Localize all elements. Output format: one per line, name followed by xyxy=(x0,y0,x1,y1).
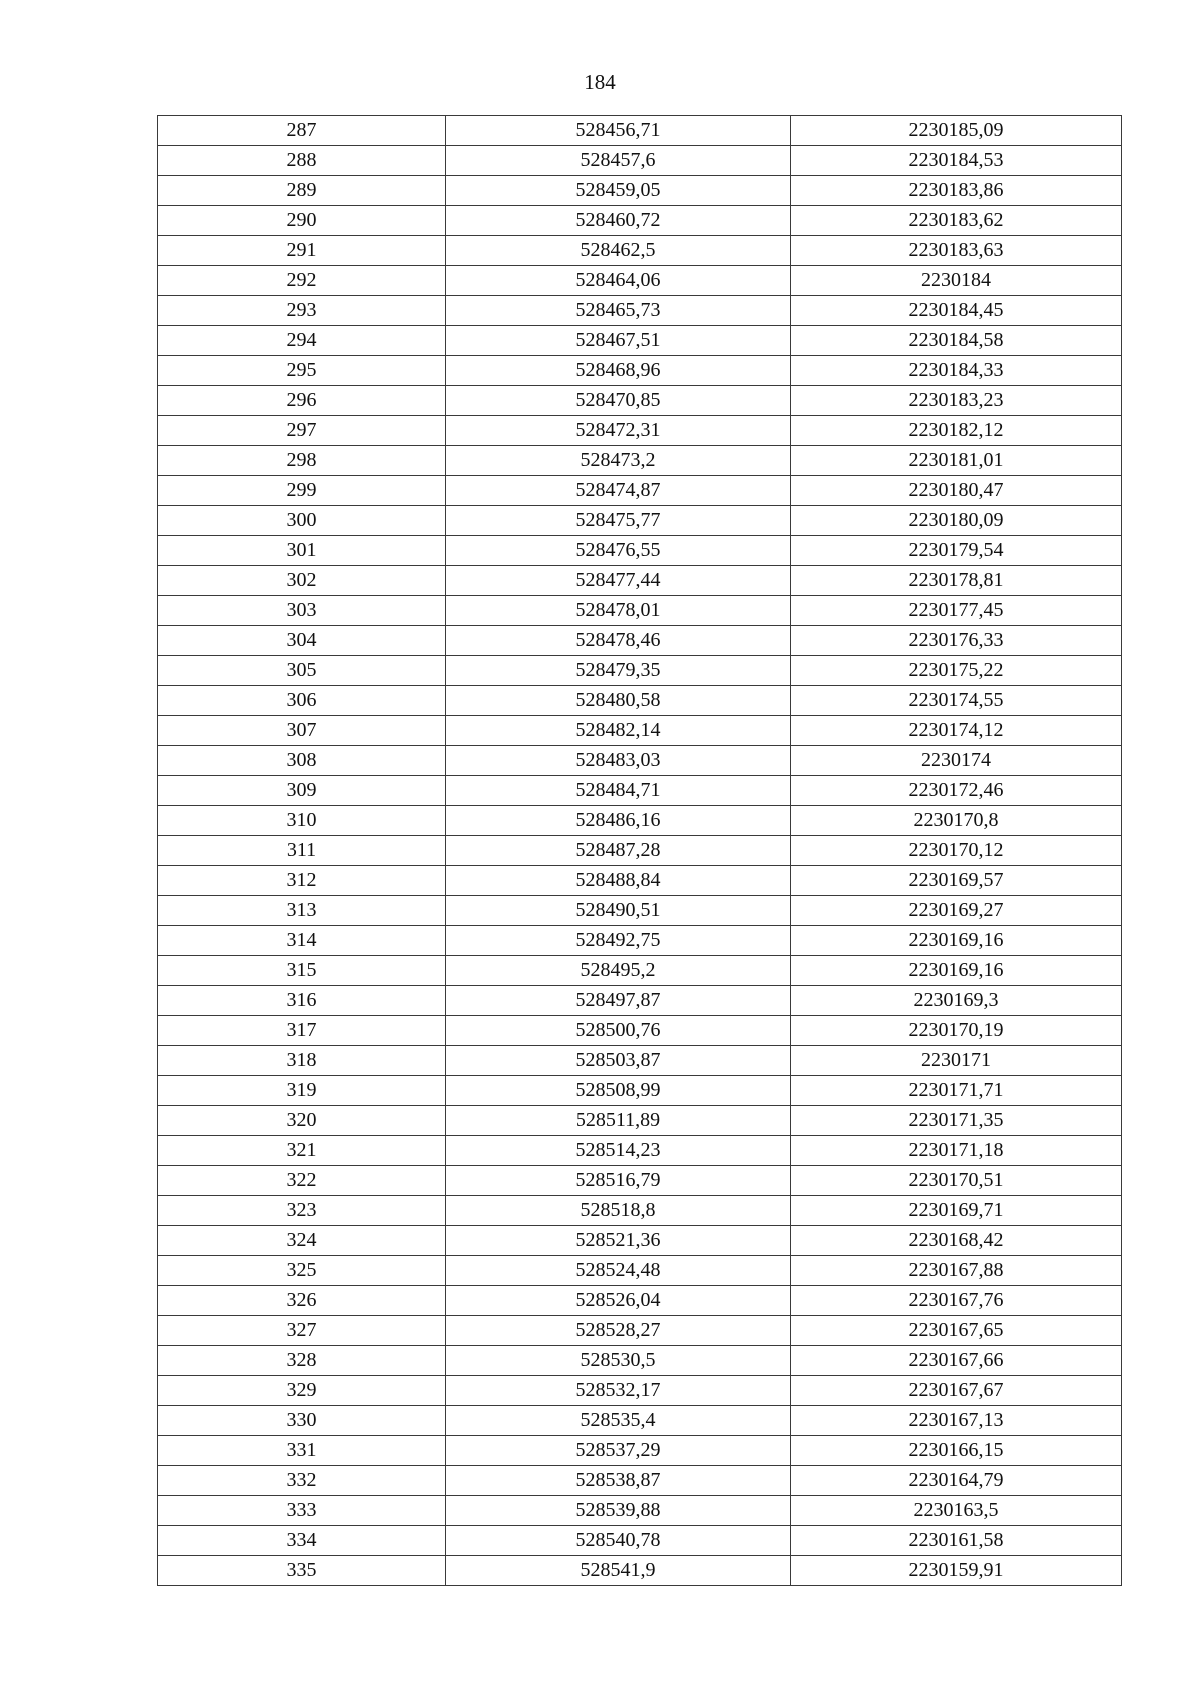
y-coordinate-cell: 2230180,47 xyxy=(791,476,1122,506)
y-coordinate-cell: 2230170,51 xyxy=(791,1166,1122,1196)
y-coordinate-cell: 2230171 xyxy=(791,1046,1122,1076)
y-coordinate-cell: 2230170,8 xyxy=(791,806,1122,836)
table-row xyxy=(158,536,1122,566)
point-number-cell: 296 xyxy=(158,386,446,416)
y-coordinate-cell: 2230184,33 xyxy=(791,356,1122,386)
x-coordinate-cell: 528464,06 xyxy=(446,266,791,296)
table-row xyxy=(158,116,1122,146)
x-coordinate-cell: 528541,9 xyxy=(446,1556,791,1586)
y-coordinate-cell: 2230184,58 xyxy=(791,326,1122,356)
point-number-cell: 294 xyxy=(158,326,446,356)
point-number-cell: 299 xyxy=(158,476,446,506)
point-number-cell: 335 xyxy=(158,1556,446,1586)
table-row xyxy=(158,206,1122,236)
x-coordinate-cell: 528462,5 xyxy=(446,236,791,266)
table-row xyxy=(158,356,1122,386)
y-coordinate-cell: 2230166,15 xyxy=(791,1436,1122,1466)
point-number-cell: 301 xyxy=(158,536,446,566)
coordinates-table-body xyxy=(158,116,1122,1586)
y-coordinate-cell: 2230174,12 xyxy=(791,716,1122,746)
y-coordinate-cell: 2230169,3 xyxy=(791,986,1122,1016)
point-number-cell: 288 xyxy=(158,146,446,176)
y-coordinate-cell: 2230161,58 xyxy=(791,1526,1122,1556)
x-coordinate-cell: 528465,73 xyxy=(446,296,791,326)
table-row xyxy=(158,866,1122,896)
table-row xyxy=(158,1526,1122,1556)
table-row xyxy=(158,746,1122,776)
table-row xyxy=(158,386,1122,416)
y-coordinate-cell: 2230167,76 xyxy=(791,1286,1122,1316)
table-row xyxy=(158,1046,1122,1076)
table-row xyxy=(158,986,1122,1016)
y-coordinate-cell: 2230167,65 xyxy=(791,1316,1122,1346)
point-number-cell: 295 xyxy=(158,356,446,386)
y-coordinate-cell: 2230169,16 xyxy=(791,926,1122,956)
point-number-cell: 291 xyxy=(158,236,446,266)
point-number-cell: 314 xyxy=(158,926,446,956)
table-row xyxy=(158,926,1122,956)
point-number-cell: 333 xyxy=(158,1496,446,1526)
table-row xyxy=(158,1346,1122,1376)
table-row xyxy=(158,1106,1122,1136)
point-number-cell: 302 xyxy=(158,566,446,596)
x-coordinate-cell: 528497,87 xyxy=(446,986,791,1016)
point-number-cell: 316 xyxy=(158,986,446,1016)
x-coordinate-cell: 528474,87 xyxy=(446,476,791,506)
y-coordinate-cell: 2230177,45 xyxy=(791,596,1122,626)
y-coordinate-cell: 2230171,35 xyxy=(791,1106,1122,1136)
x-coordinate-cell: 528477,44 xyxy=(446,566,791,596)
table-row xyxy=(158,1406,1122,1436)
x-coordinate-cell: 528472,31 xyxy=(446,416,791,446)
y-coordinate-cell: 2230168,42 xyxy=(791,1226,1122,1256)
table-row xyxy=(158,1166,1122,1196)
y-coordinate-cell: 2230183,62 xyxy=(791,206,1122,236)
point-number-cell: 292 xyxy=(158,266,446,296)
point-number-cell: 325 xyxy=(158,1256,446,1286)
point-number-cell: 328 xyxy=(158,1346,446,1376)
x-coordinate-cell: 528480,58 xyxy=(446,686,791,716)
point-number-cell: 287 xyxy=(158,116,446,146)
x-coordinate-cell: 528486,16 xyxy=(446,806,791,836)
table-row xyxy=(158,1496,1122,1526)
x-coordinate-cell: 528537,29 xyxy=(446,1436,791,1466)
x-coordinate-cell: 528488,84 xyxy=(446,866,791,896)
y-coordinate-cell: 2230169,27 xyxy=(791,896,1122,926)
y-coordinate-cell: 2230163,5 xyxy=(791,1496,1122,1526)
x-coordinate-cell: 528500,76 xyxy=(446,1016,791,1046)
table-row xyxy=(158,1556,1122,1586)
x-coordinate-cell: 528532,17 xyxy=(446,1376,791,1406)
y-coordinate-cell: 2230184,53 xyxy=(791,146,1122,176)
point-number-cell: 290 xyxy=(158,206,446,236)
table-row xyxy=(158,1196,1122,1226)
y-coordinate-cell: 2230159,91 xyxy=(791,1556,1122,1586)
x-coordinate-cell: 528473,2 xyxy=(446,446,791,476)
y-coordinate-cell: 2230172,46 xyxy=(791,776,1122,806)
table-row xyxy=(158,296,1122,326)
table-row xyxy=(158,956,1122,986)
point-number-cell: 332 xyxy=(158,1466,446,1496)
point-number-cell: 289 xyxy=(158,176,446,206)
y-coordinate-cell: 2230184,45 xyxy=(791,296,1122,326)
x-coordinate-cell: 528521,36 xyxy=(446,1226,791,1256)
table-row xyxy=(158,416,1122,446)
point-number-cell: 334 xyxy=(158,1526,446,1556)
x-coordinate-cell: 528459,05 xyxy=(446,176,791,206)
x-coordinate-cell: 528518,8 xyxy=(446,1196,791,1226)
point-number-cell: 315 xyxy=(158,956,446,986)
table-row xyxy=(158,1376,1122,1406)
table-row xyxy=(158,506,1122,536)
x-coordinate-cell: 528524,48 xyxy=(446,1256,791,1286)
table-row xyxy=(158,176,1122,206)
y-coordinate-cell: 2230183,63 xyxy=(791,236,1122,266)
y-coordinate-cell: 2230169,57 xyxy=(791,866,1122,896)
y-coordinate-cell: 2230181,01 xyxy=(791,446,1122,476)
y-coordinate-cell: 2230184 xyxy=(791,266,1122,296)
y-coordinate-cell: 2230171,71 xyxy=(791,1076,1122,1106)
x-coordinate-cell: 528468,96 xyxy=(446,356,791,386)
x-coordinate-cell: 528538,87 xyxy=(446,1466,791,1496)
point-number-cell: 305 xyxy=(158,656,446,686)
y-coordinate-cell: 2230171,18 xyxy=(791,1136,1122,1166)
point-number-cell: 322 xyxy=(158,1166,446,1196)
point-number-cell: 324 xyxy=(158,1226,446,1256)
x-coordinate-cell: 528492,75 xyxy=(446,926,791,956)
point-number-cell: 303 xyxy=(158,596,446,626)
point-number-cell: 297 xyxy=(158,416,446,446)
table-row xyxy=(158,896,1122,926)
point-number-cell: 318 xyxy=(158,1046,446,1076)
point-number-cell: 300 xyxy=(158,506,446,536)
x-coordinate-cell: 528475,77 xyxy=(446,506,791,536)
point-number-cell: 326 xyxy=(158,1286,446,1316)
y-coordinate-cell: 2230167,13 xyxy=(791,1406,1122,1436)
table-row xyxy=(158,686,1122,716)
x-coordinate-cell: 528457,6 xyxy=(446,146,791,176)
x-coordinate-cell: 528478,01 xyxy=(446,596,791,626)
x-coordinate-cell: 528478,46 xyxy=(446,626,791,656)
point-number-cell: 311 xyxy=(158,836,446,866)
table-row xyxy=(158,1226,1122,1256)
point-number-cell: 329 xyxy=(158,1376,446,1406)
table-row xyxy=(158,776,1122,806)
y-coordinate-cell: 2230176,33 xyxy=(791,626,1122,656)
table-row xyxy=(158,1436,1122,1466)
point-number-cell: 306 xyxy=(158,686,446,716)
x-coordinate-cell: 528526,04 xyxy=(446,1286,791,1316)
table-row xyxy=(158,1076,1122,1106)
table-row xyxy=(158,716,1122,746)
x-coordinate-cell: 528539,88 xyxy=(446,1496,791,1526)
x-coordinate-cell: 528511,89 xyxy=(446,1106,791,1136)
table-row xyxy=(158,566,1122,596)
y-coordinate-cell: 2230178,81 xyxy=(791,566,1122,596)
y-coordinate-cell: 2230164,79 xyxy=(791,1466,1122,1496)
point-number-cell: 317 xyxy=(158,1016,446,1046)
point-number-cell: 308 xyxy=(158,746,446,776)
x-coordinate-cell: 528540,78 xyxy=(446,1526,791,1556)
point-number-cell: 320 xyxy=(158,1106,446,1136)
x-coordinate-cell: 528528,27 xyxy=(446,1316,791,1346)
y-coordinate-cell: 2230170,19 xyxy=(791,1016,1122,1046)
y-coordinate-cell: 2230170,12 xyxy=(791,836,1122,866)
point-number-cell: 298 xyxy=(158,446,446,476)
table-row xyxy=(158,1016,1122,1046)
y-coordinate-cell: 2230185,09 xyxy=(791,116,1122,146)
x-coordinate-cell: 528476,55 xyxy=(446,536,791,566)
x-coordinate-cell: 528535,4 xyxy=(446,1406,791,1436)
point-number-cell: 327 xyxy=(158,1316,446,1346)
table-row xyxy=(158,146,1122,176)
table-row xyxy=(158,446,1122,476)
y-coordinate-cell: 2230183,86 xyxy=(791,176,1122,206)
x-coordinate-cell: 528484,71 xyxy=(446,776,791,806)
x-coordinate-cell: 528508,99 xyxy=(446,1076,791,1106)
x-coordinate-cell: 528516,79 xyxy=(446,1166,791,1196)
point-number-cell: 293 xyxy=(158,296,446,326)
y-coordinate-cell: 2230167,88 xyxy=(791,1256,1122,1286)
point-number-cell: 310 xyxy=(158,806,446,836)
y-coordinate-cell: 2230169,71 xyxy=(791,1196,1122,1226)
point-number-cell: 330 xyxy=(158,1406,446,1436)
coordinates-table xyxy=(157,115,1122,1586)
point-number-cell: 319 xyxy=(158,1076,446,1106)
point-number-cell: 323 xyxy=(158,1196,446,1226)
table-row xyxy=(158,1466,1122,1496)
x-coordinate-cell: 528495,2 xyxy=(446,956,791,986)
y-coordinate-cell: 2230183,23 xyxy=(791,386,1122,416)
table-row xyxy=(158,1286,1122,1316)
table-row xyxy=(158,596,1122,626)
point-number-cell: 307 xyxy=(158,716,446,746)
y-coordinate-cell: 2230169,16 xyxy=(791,956,1122,986)
table-row xyxy=(158,1316,1122,1346)
x-coordinate-cell: 528482,14 xyxy=(446,716,791,746)
x-coordinate-cell: 528514,23 xyxy=(446,1136,791,1166)
point-number-cell: 313 xyxy=(158,896,446,926)
y-coordinate-cell: 2230174,55 xyxy=(791,686,1122,716)
x-coordinate-cell: 528530,5 xyxy=(446,1346,791,1376)
x-coordinate-cell: 528490,51 xyxy=(446,896,791,926)
table-row xyxy=(158,236,1122,266)
page-number: 184 xyxy=(584,70,616,94)
table-row xyxy=(158,806,1122,836)
x-coordinate-cell: 528460,72 xyxy=(446,206,791,236)
table-row xyxy=(158,1136,1122,1166)
point-number-cell: 331 xyxy=(158,1436,446,1466)
x-coordinate-cell: 528470,85 xyxy=(446,386,791,416)
x-coordinate-cell: 528503,87 xyxy=(446,1046,791,1076)
x-coordinate-cell: 528467,51 xyxy=(446,326,791,356)
y-coordinate-cell: 2230167,67 xyxy=(791,1376,1122,1406)
point-number-cell: 304 xyxy=(158,626,446,656)
y-coordinate-cell: 2230182,12 xyxy=(791,416,1122,446)
y-coordinate-cell: 2230175,22 xyxy=(791,656,1122,686)
y-coordinate-cell: 2230180,09 xyxy=(791,506,1122,536)
table-row xyxy=(158,326,1122,356)
table-row xyxy=(158,656,1122,686)
table-row xyxy=(158,476,1122,506)
table-row xyxy=(158,836,1122,866)
y-coordinate-cell: 2230179,54 xyxy=(791,536,1122,566)
table-row xyxy=(158,266,1122,296)
point-number-cell: 312 xyxy=(158,866,446,896)
x-coordinate-cell: 528479,35 xyxy=(446,656,791,686)
table-row xyxy=(158,626,1122,656)
y-coordinate-cell: 2230167,66 xyxy=(791,1346,1122,1376)
x-coordinate-cell: 528487,28 xyxy=(446,836,791,866)
point-number-cell: 309 xyxy=(158,776,446,806)
x-coordinate-cell: 528456,71 xyxy=(446,116,791,146)
table-row xyxy=(158,1256,1122,1286)
x-coordinate-cell: 528483,03 xyxy=(446,746,791,776)
point-number-cell: 321 xyxy=(158,1136,446,1166)
y-coordinate-cell: 2230174 xyxy=(791,746,1122,776)
